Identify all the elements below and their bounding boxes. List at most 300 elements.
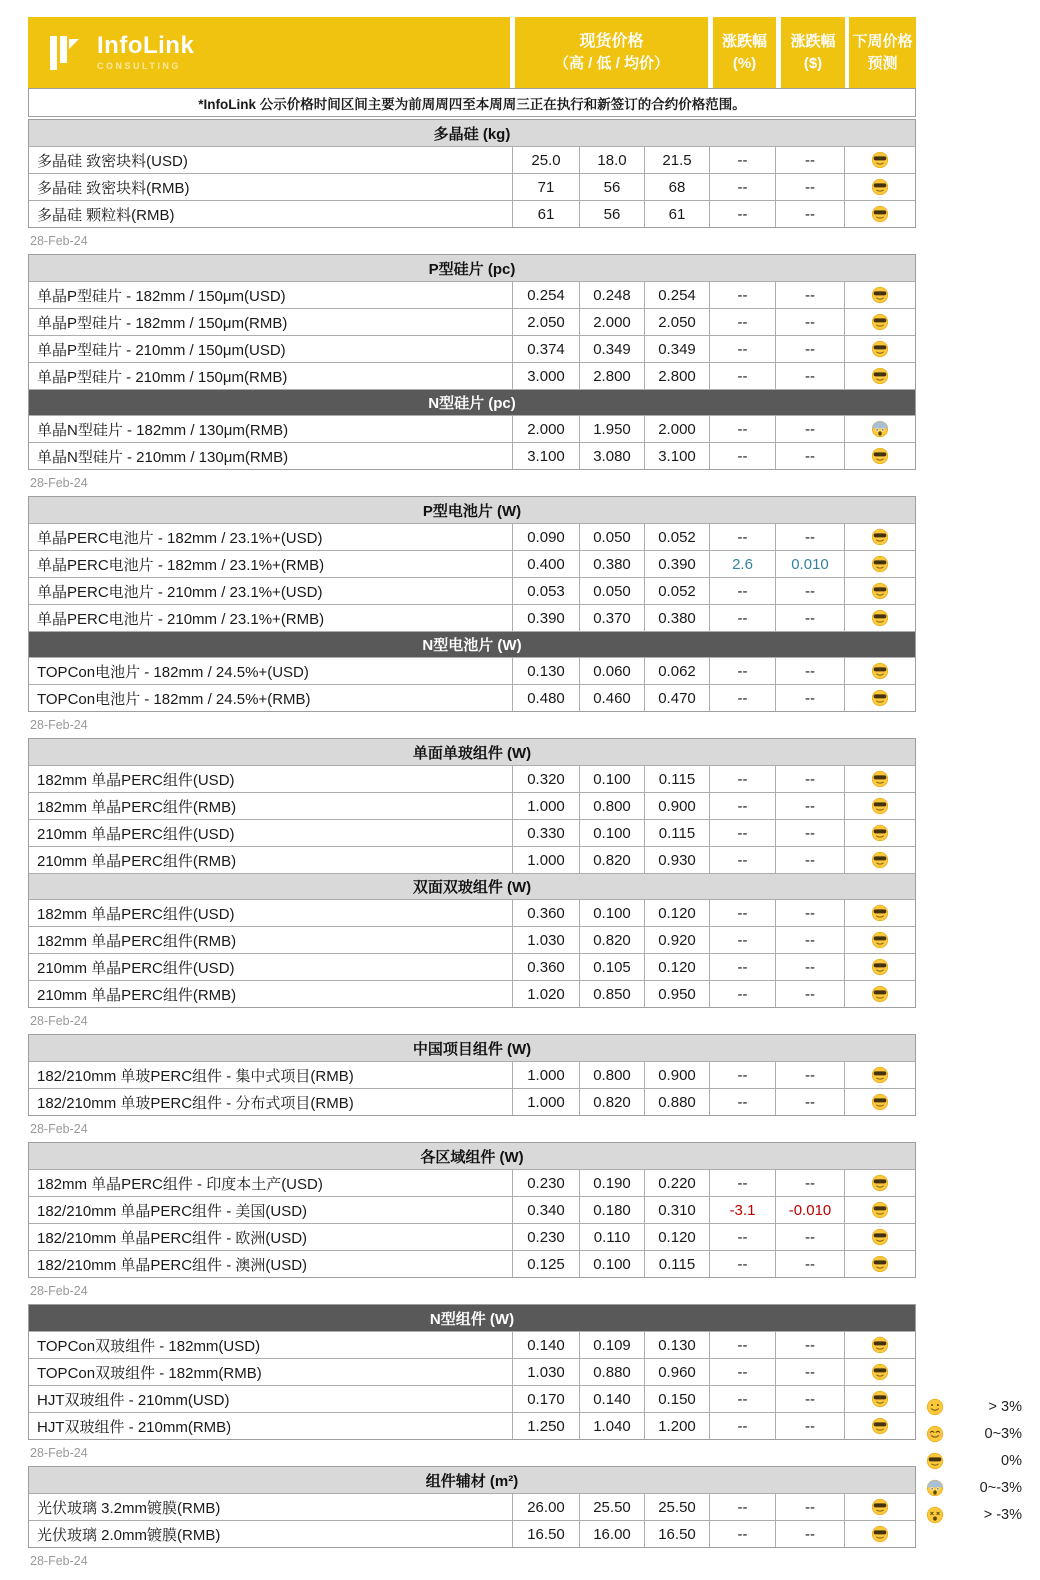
legend-item	[926, 1447, 1022, 1474]
forecast-header-line2: 预测	[867, 54, 898, 72]
forecast-cell	[844, 766, 915, 792]
price-period-note: *InfoLink 公示价格时间区间主要为前周周四至本周周三正在执行和新签订的合约价格范围。	[28, 88, 916, 117]
forecast-cell	[844, 1494, 915, 1520]
change-usd-value: --	[775, 363, 844, 389]
legend-label: > -3%	[983, 1506, 1022, 1523]
avg-value: 0.470	[644, 685, 709, 711]
cool-emoji-icon	[871, 1201, 889, 1219]
high-value: 61	[512, 201, 579, 227]
section-title: P型硅片 (pc)	[428, 260, 516, 278]
date-label: 28-Feb-24	[30, 718, 88, 732]
avg-value: 2.050	[644, 309, 709, 335]
row-label: TOPCon电池片 - 182mm / 24.5%+(USD)	[37, 663, 309, 681]
price-row	[29, 146, 915, 173]
low-value: 0.100	[579, 820, 644, 846]
high-value: 0.125	[512, 1251, 579, 1277]
avg-value: 0.900	[644, 793, 709, 819]
low-value: 2.000	[579, 309, 644, 335]
avg-value: 68	[644, 174, 709, 200]
section-title: 多晶硅 (kg)	[433, 125, 511, 143]
section-title: 中国项目组件 (W)	[412, 1040, 532, 1058]
legend-label: 0~3%	[984, 1425, 1022, 1442]
logo-title: InfoLink	[97, 32, 195, 59]
low-value: 0.880	[579, 1359, 644, 1385]
change-usd-value: --	[775, 954, 844, 980]
scream-emoji-icon	[926, 1479, 944, 1497]
row-label: 单晶PERC电池片 - 210mm / 23.1%+(USD)	[37, 583, 323, 601]
row-label: 182mm 单晶PERC组件(USD)	[37, 771, 235, 789]
legend-label: 0%	[1001, 1452, 1022, 1469]
avg-value: 21.5	[644, 147, 709, 173]
change-pct-value: --	[709, 309, 775, 335]
high-value: 0.360	[512, 900, 579, 926]
forecast-cell	[844, 201, 915, 227]
section-header	[29, 739, 915, 765]
date-label: 28-Feb-24	[30, 234, 88, 248]
forecast-legend	[926, 1393, 1022, 1528]
forecast-cell	[844, 174, 915, 200]
row-label: 182mm 单晶PERC组件(USD)	[37, 905, 235, 923]
price-row	[29, 1412, 915, 1439]
change-pct-value: --	[709, 981, 775, 1007]
forecast-cell	[844, 954, 915, 980]
change-pct-value: 2.6	[709, 551, 775, 577]
section-header	[29, 873, 915, 899]
cool-emoji-icon	[871, 1066, 889, 1084]
price-row	[29, 200, 915, 227]
avg-value: 0.052	[644, 524, 709, 550]
price-row	[29, 1385, 915, 1412]
high-value: 1.250	[512, 1413, 579, 1439]
legend-item	[926, 1420, 1022, 1447]
change-usd-value: --	[775, 201, 844, 227]
avg-value: 2.800	[644, 363, 709, 389]
change-pct-value: --	[709, 1359, 775, 1385]
change-pct-value: --	[709, 927, 775, 953]
low-value: 0.820	[579, 847, 644, 873]
change-usd-value: --	[775, 1359, 844, 1385]
change-usd-header-line2: ($)	[803, 54, 823, 72]
high-value: 2.000	[512, 416, 579, 442]
avg-value: 3.100	[644, 443, 709, 469]
row-label: HJT双玻组件 - 210mm(RMB)	[37, 1418, 232, 1436]
price-row	[29, 846, 915, 873]
infolink-logo-icon	[43, 31, 87, 75]
forecast-cell	[844, 416, 915, 442]
high-value: 0.480	[512, 685, 579, 711]
cool-emoji-icon	[871, 178, 889, 196]
section-header	[29, 631, 915, 657]
section-title: 单面单玻组件 (W)	[412, 744, 532, 762]
low-value: 0.060	[579, 658, 644, 684]
forecast-cell	[844, 1224, 915, 1250]
change-pct-header-line1: 涨跌幅	[721, 32, 767, 50]
row-label: TOPCon电池片 - 182mm / 24.5%+(RMB)	[37, 690, 311, 708]
low-value: 0.820	[579, 927, 644, 953]
price-row	[29, 1223, 915, 1250]
low-value: 0.190	[579, 1170, 644, 1196]
low-value: 56	[579, 174, 644, 200]
low-value: 0.050	[579, 524, 644, 550]
forecast-cell	[844, 1197, 915, 1223]
section-header	[29, 1467, 915, 1493]
cool-emoji-icon	[871, 555, 889, 573]
change-usd-value: -0.010	[775, 1197, 844, 1223]
price-row	[29, 1061, 915, 1088]
change-usd-value: --	[775, 1251, 844, 1277]
change-usd-value: --	[775, 578, 844, 604]
avg-value: 0.349	[644, 336, 709, 362]
forecast-cell	[844, 1332, 915, 1358]
avg-value: 0.390	[644, 551, 709, 577]
legend-label: > 3%	[988, 1398, 1022, 1415]
low-value: 0.850	[579, 981, 644, 1007]
low-value: 0.109	[579, 1332, 644, 1358]
forecast-cell	[844, 1521, 915, 1547]
avg-value: 0.150	[644, 1386, 709, 1412]
cool-emoji-icon	[871, 340, 889, 358]
cool-emoji-icon	[871, 824, 889, 842]
high-value: 26.00	[512, 1494, 579, 1520]
cool-emoji-icon	[871, 904, 889, 922]
price-blocks	[28, 119, 916, 1572]
section-title: P型电池片 (W)	[422, 502, 522, 520]
row-label: 单晶PERC电池片 - 182mm / 23.1%+(USD)	[37, 529, 323, 547]
forecast-cell	[844, 443, 915, 469]
low-value: 0.370	[579, 605, 644, 631]
price-row	[29, 550, 915, 577]
change-usd-value: --	[775, 1062, 844, 1088]
forecast-cell	[844, 1089, 915, 1115]
price-table-block	[28, 496, 916, 712]
change-usd-value: --	[775, 336, 844, 362]
high-value: 0.254	[512, 282, 579, 308]
change-usd-value: --	[775, 1521, 844, 1547]
section-title: N型组件 (W)	[429, 1310, 515, 1328]
forecast-cell	[844, 605, 915, 631]
price-row	[29, 577, 915, 604]
change-usd-value: --	[775, 766, 844, 792]
low-value: 1.040	[579, 1413, 644, 1439]
low-value: 0.349	[579, 336, 644, 362]
forecast-cell	[844, 1413, 915, 1439]
row-label: TOPCon双玻组件 - 182mm(RMB)	[37, 1364, 262, 1382]
cool-emoji-icon	[871, 528, 889, 546]
change-usd-value: --	[775, 900, 844, 926]
section-title: 各区域组件 (W)	[420, 1148, 524, 1166]
low-value: 0.140	[579, 1386, 644, 1412]
smile-emoji-icon	[926, 1398, 944, 1416]
high-value: 0.330	[512, 820, 579, 846]
change-pct-value: --	[709, 900, 775, 926]
date-label: 28-Feb-24	[30, 1554, 88, 1568]
avg-value: 0.920	[644, 927, 709, 953]
change-usd-header-line1: 涨跌幅	[790, 32, 836, 50]
price-table-block	[28, 1466, 916, 1548]
section-header	[29, 497, 915, 523]
change-pct-value: --	[709, 1089, 775, 1115]
date-label: 28-Feb-24	[30, 1014, 88, 1028]
price-row	[29, 523, 915, 550]
change-usd-value: --	[775, 416, 844, 442]
price-row	[29, 657, 915, 684]
price-row	[29, 926, 915, 953]
cool-emoji-icon	[871, 205, 889, 223]
cool-emoji-icon	[871, 151, 889, 169]
forecast-cell	[844, 847, 915, 873]
row-label: 182mm 单晶PERC组件 - 印度本土产(USD)	[37, 1175, 323, 1193]
price-row	[29, 442, 915, 469]
price-row	[29, 684, 915, 711]
price-row	[29, 1169, 915, 1196]
low-value: 25.50	[579, 1494, 644, 1520]
high-value: 0.390	[512, 605, 579, 631]
cool-emoji-icon	[871, 1498, 889, 1516]
change-pct-value: --	[709, 1494, 775, 1520]
change-usd-value: --	[775, 793, 844, 819]
avg-value: 0.310	[644, 1197, 709, 1223]
change-usd-value: --	[775, 1494, 844, 1520]
change-pct-value: --	[709, 658, 775, 684]
section-header	[29, 120, 915, 146]
section-header	[29, 1035, 915, 1061]
avg-value: 0.900	[644, 1062, 709, 1088]
change-usd-value: --	[775, 1224, 844, 1250]
change-pct-value: --	[709, 336, 775, 362]
forecast-cell	[844, 1170, 915, 1196]
price-row	[29, 362, 915, 389]
change-usd-value: --	[775, 927, 844, 953]
high-value: 16.50	[512, 1521, 579, 1547]
column-header-spot-price	[515, 17, 708, 88]
high-value: 0.400	[512, 551, 579, 577]
high-value: 0.130	[512, 658, 579, 684]
change-usd-value: --	[775, 174, 844, 200]
high-value: 0.230	[512, 1170, 579, 1196]
avg-value: 25.50	[644, 1494, 709, 1520]
cool-emoji-icon	[871, 770, 889, 788]
avg-value: 16.50	[644, 1521, 709, 1547]
change-pct-value: --	[709, 954, 775, 980]
cool-emoji-icon	[871, 851, 889, 869]
low-value: 0.820	[579, 1089, 644, 1115]
cool-emoji-icon	[871, 367, 889, 385]
cool-emoji-icon	[926, 1452, 944, 1470]
high-value: 1.000	[512, 1062, 579, 1088]
avg-value: 2.000	[644, 416, 709, 442]
avg-value: 0.880	[644, 1089, 709, 1115]
price-row	[29, 604, 915, 631]
low-value: 0.105	[579, 954, 644, 980]
change-usd-value: --	[775, 443, 844, 469]
change-usd-value: --	[775, 1386, 844, 1412]
price-row	[29, 308, 915, 335]
price-row	[29, 899, 915, 926]
row-label: 182mm 单晶PERC组件(RMB)	[37, 932, 237, 950]
cool-emoji-icon	[871, 1525, 889, 1543]
shock-emoji-icon	[926, 1506, 944, 1524]
change-usd-value: --	[775, 524, 844, 550]
change-pct-value: --	[709, 1521, 775, 1547]
high-value: 1.030	[512, 927, 579, 953]
high-value: 0.090	[512, 524, 579, 550]
change-pct-value: --	[709, 820, 775, 846]
forecast-cell	[844, 1386, 915, 1412]
change-pct-header-line2: (%)	[732, 54, 757, 72]
price-row	[29, 1331, 915, 1358]
low-value: 0.460	[579, 685, 644, 711]
avg-value: 0.950	[644, 981, 709, 1007]
price-row	[29, 1088, 915, 1115]
avg-value: 0.130	[644, 1332, 709, 1358]
row-label: 182/210mm 单玻PERC组件 - 分布式项目(RMB)	[37, 1094, 354, 1112]
price-row	[29, 819, 915, 846]
change-pct-value: --	[709, 766, 775, 792]
row-label: 210mm 单晶PERC组件(USD)	[37, 959, 235, 977]
cool-emoji-icon	[871, 1336, 889, 1354]
cool-emoji-icon	[871, 931, 889, 949]
high-value: 1.020	[512, 981, 579, 1007]
price-row	[29, 1358, 915, 1385]
change-pct-value: --	[709, 282, 775, 308]
change-usd-value: --	[775, 309, 844, 335]
row-label: 单晶P型硅片 - 182mm / 150μm(USD)	[37, 287, 286, 305]
change-usd-value: --	[775, 1089, 844, 1115]
column-header-forecast	[849, 17, 916, 88]
avg-value: 0.120	[644, 900, 709, 926]
low-value: 0.050	[579, 578, 644, 604]
forecast-cell	[844, 336, 915, 362]
change-usd-value: --	[775, 847, 844, 873]
section-header	[29, 255, 915, 281]
row-label: TOPCon双玻组件 - 182mm(USD)	[37, 1337, 261, 1355]
scream-emoji-icon	[871, 420, 889, 438]
row-label: 182mm 单晶PERC组件(RMB)	[37, 798, 237, 816]
low-value: 0.100	[579, 1251, 644, 1277]
forecast-cell	[844, 282, 915, 308]
row-label: 单晶P型硅片 - 210mm / 150μm(USD)	[37, 341, 286, 359]
row-label: 单晶N型硅片 - 210mm / 130μm(RMB)	[37, 448, 289, 466]
price-row	[29, 415, 915, 442]
forecast-cell	[844, 309, 915, 335]
price-row	[29, 1520, 915, 1547]
change-pct-value: --	[709, 147, 775, 173]
avg-value: 0.254	[644, 282, 709, 308]
high-value: 1.000	[512, 847, 579, 873]
change-pct-value: --	[709, 416, 775, 442]
high-value: 2.050	[512, 309, 579, 335]
cool-emoji-icon	[871, 286, 889, 304]
cool-emoji-icon	[871, 1255, 889, 1273]
row-label: 多晶硅 致密块料(USD)	[37, 152, 188, 170]
row-label: 多晶硅 颗粒料(RMB)	[37, 206, 175, 224]
price-row	[29, 335, 915, 362]
date-label: 28-Feb-24	[30, 1284, 88, 1298]
section-header	[29, 1143, 915, 1169]
cool-emoji-icon	[871, 609, 889, 627]
high-value: 0.053	[512, 578, 579, 604]
low-value: 0.380	[579, 551, 644, 577]
avg-value: 1.200	[644, 1413, 709, 1439]
cool-emoji-icon	[871, 1417, 889, 1435]
price-table-block	[28, 119, 916, 228]
change-pct-value: --	[709, 1413, 775, 1439]
forecast-cell	[844, 578, 915, 604]
legend-item	[926, 1501, 1022, 1528]
cool-emoji-icon	[871, 447, 889, 465]
low-value: 3.080	[579, 443, 644, 469]
change-pct-value: --	[709, 363, 775, 389]
cool-emoji-icon	[871, 1228, 889, 1246]
price-row	[29, 980, 915, 1007]
change-pct-value: --	[709, 1062, 775, 1088]
forecast-cell	[844, 927, 915, 953]
high-value: 1.000	[512, 793, 579, 819]
cool-emoji-icon	[871, 1390, 889, 1408]
high-value: 0.320	[512, 766, 579, 792]
cool-emoji-icon	[871, 313, 889, 331]
section-header	[29, 389, 915, 415]
forecast-cell	[844, 820, 915, 846]
spot-price-header-line2: （高 / 低 / 均价）	[553, 55, 669, 73]
price-table-block	[28, 254, 916, 470]
change-pct-value: --	[709, 605, 775, 631]
avg-value: 0.115	[644, 1251, 709, 1277]
change-usd-value: --	[775, 282, 844, 308]
forecast-header-line1: 下周价格	[852, 32, 913, 50]
change-pct-value: --	[709, 201, 775, 227]
table-header-band	[28, 17, 916, 88]
low-value: 0.180	[579, 1197, 644, 1223]
row-label: 单晶P型硅片 - 210mm / 150μm(RMB)	[37, 368, 288, 386]
low-value: 1.950	[579, 416, 644, 442]
avg-value: 0.062	[644, 658, 709, 684]
date-label: 28-Feb-24	[30, 476, 88, 490]
low-value: 2.800	[579, 363, 644, 389]
price-row	[29, 765, 915, 792]
change-pct-value: --	[709, 1386, 775, 1412]
price-table-block	[28, 1142, 916, 1278]
row-label: 210mm 单晶PERC组件(RMB)	[37, 986, 237, 1004]
change-usd-value: --	[775, 1170, 844, 1196]
change-pct-value: --	[709, 1170, 775, 1196]
high-value: 0.374	[512, 336, 579, 362]
avg-value: 0.115	[644, 766, 709, 792]
cool-emoji-icon	[871, 689, 889, 707]
row-label: 光伏玻璃 3.2mm镀膜(RMB)	[37, 1499, 221, 1517]
forecast-cell	[844, 363, 915, 389]
high-value: 0.140	[512, 1332, 579, 1358]
cool-emoji-icon	[871, 797, 889, 815]
change-usd-value: --	[775, 981, 844, 1007]
high-value: 0.340	[512, 1197, 579, 1223]
row-label: 多晶硅 致密块料(RMB)	[37, 179, 190, 197]
avg-value: 61	[644, 201, 709, 227]
change-pct-value: -3.1	[709, 1197, 775, 1223]
high-value: 3.000	[512, 363, 579, 389]
price-row	[29, 1493, 915, 1520]
row-label: 210mm 单晶PERC组件(USD)	[37, 825, 235, 843]
legend-label: 0~-3%	[979, 1479, 1022, 1496]
row-label: 单晶N型硅片 - 182mm / 130μm(RMB)	[37, 421, 289, 439]
price-table	[28, 17, 916, 1572]
low-value: 0.800	[579, 793, 644, 819]
price-table-block	[28, 1304, 916, 1440]
low-value: 18.0	[579, 147, 644, 173]
row-label: 182/210mm 单晶PERC组件 - 欧洲(USD)	[37, 1229, 308, 1247]
change-pct-value: --	[709, 793, 775, 819]
column-header-change-usd	[781, 17, 845, 88]
